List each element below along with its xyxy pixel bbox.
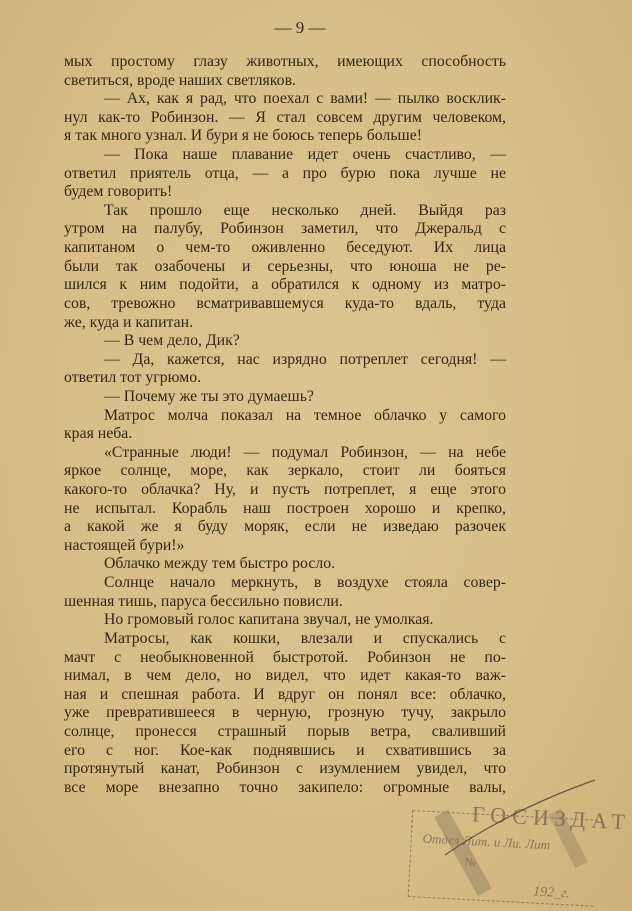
text-line: ответил приятель отца, — а про бурю пока лучше не (64, 164, 506, 182)
text-line: мых простому глазу животных, имеющих способность (64, 53, 506, 70)
text-line: — В чем дело, Дик? (104, 332, 240, 350)
text-line: все море внезапно точно закипело: огромные валы, (64, 778, 506, 796)
stamp-number-label: № (464, 854, 477, 870)
text-line: настоящей бури!» (64, 536, 185, 554)
text-line: Матросы, как кошки, влезали и спускались с (104, 629, 506, 647)
text-line: были так озабочены и серьезны, что юноша не ре- (64, 257, 506, 275)
text-line: протянутый канат, Робинзон с изумлением увидел, что (64, 760, 506, 778)
text-line: же, куда и капитан. (64, 313, 194, 331)
text-line: светиться, вроде наших светляков. (64, 71, 296, 89)
text-line: — Ах, как я рад, что поехал с вами! — пылко восклик- (104, 90, 506, 108)
stamp-title: ГОСИЗДАТ (471, 801, 632, 835)
text-line: — Почему же ты это думаешь? (104, 387, 314, 405)
text-line: — Да, кажется, нас изрядно потреплет сегодня! — (104, 350, 506, 368)
text-line: солнце, пронесся страшный порыв ветра, сваливший (64, 722, 506, 740)
text-line: ответил тот угрюмо. (64, 369, 202, 387)
text-line: не испытал. Корабль наш построен хорошо и крепко, (64, 499, 506, 517)
text-line: края неба. (64, 425, 133, 443)
stamp-year: 192_г. (532, 884, 571, 902)
text-line: — Пока наше плавание идет очень счастливо, — (104, 146, 506, 164)
text-line: его с ног. Кое-как поднявшись и схватившись за (64, 741, 506, 759)
text-line: будем говорить! (64, 183, 173, 201)
text-line: утром на палубу, Робинзон заметил, что Джеральд с (64, 220, 506, 238)
page-number: — 9 — (274, 18, 326, 37)
library-stamp (408, 800, 632, 910)
text-line: мачт с необыкновенной быстротой. Робинзон не по- (64, 648, 506, 666)
text-line: ная и спешная работа. И вдруг он понял все: облачко, (64, 685, 506, 703)
text-line: капитаном о чем-то оживленно беседуют. Их лица (64, 239, 506, 257)
text-line: шился к ним подойти, а обратился к одному из матро- (64, 276, 506, 294)
text-line: уже превратившееся в черную, грозную тучу, закрыло (64, 704, 506, 722)
text-line: «Странные люди! — подумал Робинзон, — на небе (104, 443, 506, 461)
text-line: Облачко между тем быстро росло. (104, 555, 336, 573)
text-line: Матрос молча показал на темное облачко у самого (104, 406, 506, 424)
text-line: нимал, в чем дело, но видел, что идет какая-то важ- (64, 667, 506, 685)
text-line: яркое солнце, море, как зеркало, стоит ли бояться (64, 462, 506, 480)
body-text (64, 53, 506, 797)
text-line: я так много узнал. И бури я не боюсь теперь больше! (64, 127, 422, 145)
text-line: нул как-то Робинзон. — Я стал совсем другим человеком, (64, 108, 506, 126)
stamp-department: Отдел Лит. и Ли. Лит (422, 830, 551, 853)
text-line: Но громовый голос капитана звучал, не умолкая. (104, 611, 434, 629)
text-line: сов, тревожно всматривавшемуся куда-то вдаль, туда (64, 294, 506, 312)
text-line: Солнце начало меркнуть, в воздухе стояла совер- (104, 574, 506, 592)
text-line: а какой же я буду моряк, если не изведаю разочек (64, 518, 506, 536)
text-line: шенная тишь, паруса бессильно повисли. (64, 592, 343, 610)
text-line: какого-то облачка? Ну, и пусть потреплет, я еще этого (64, 481, 506, 499)
text-line: Так прошло еще несколько дней. Выйдя раз (104, 201, 506, 219)
